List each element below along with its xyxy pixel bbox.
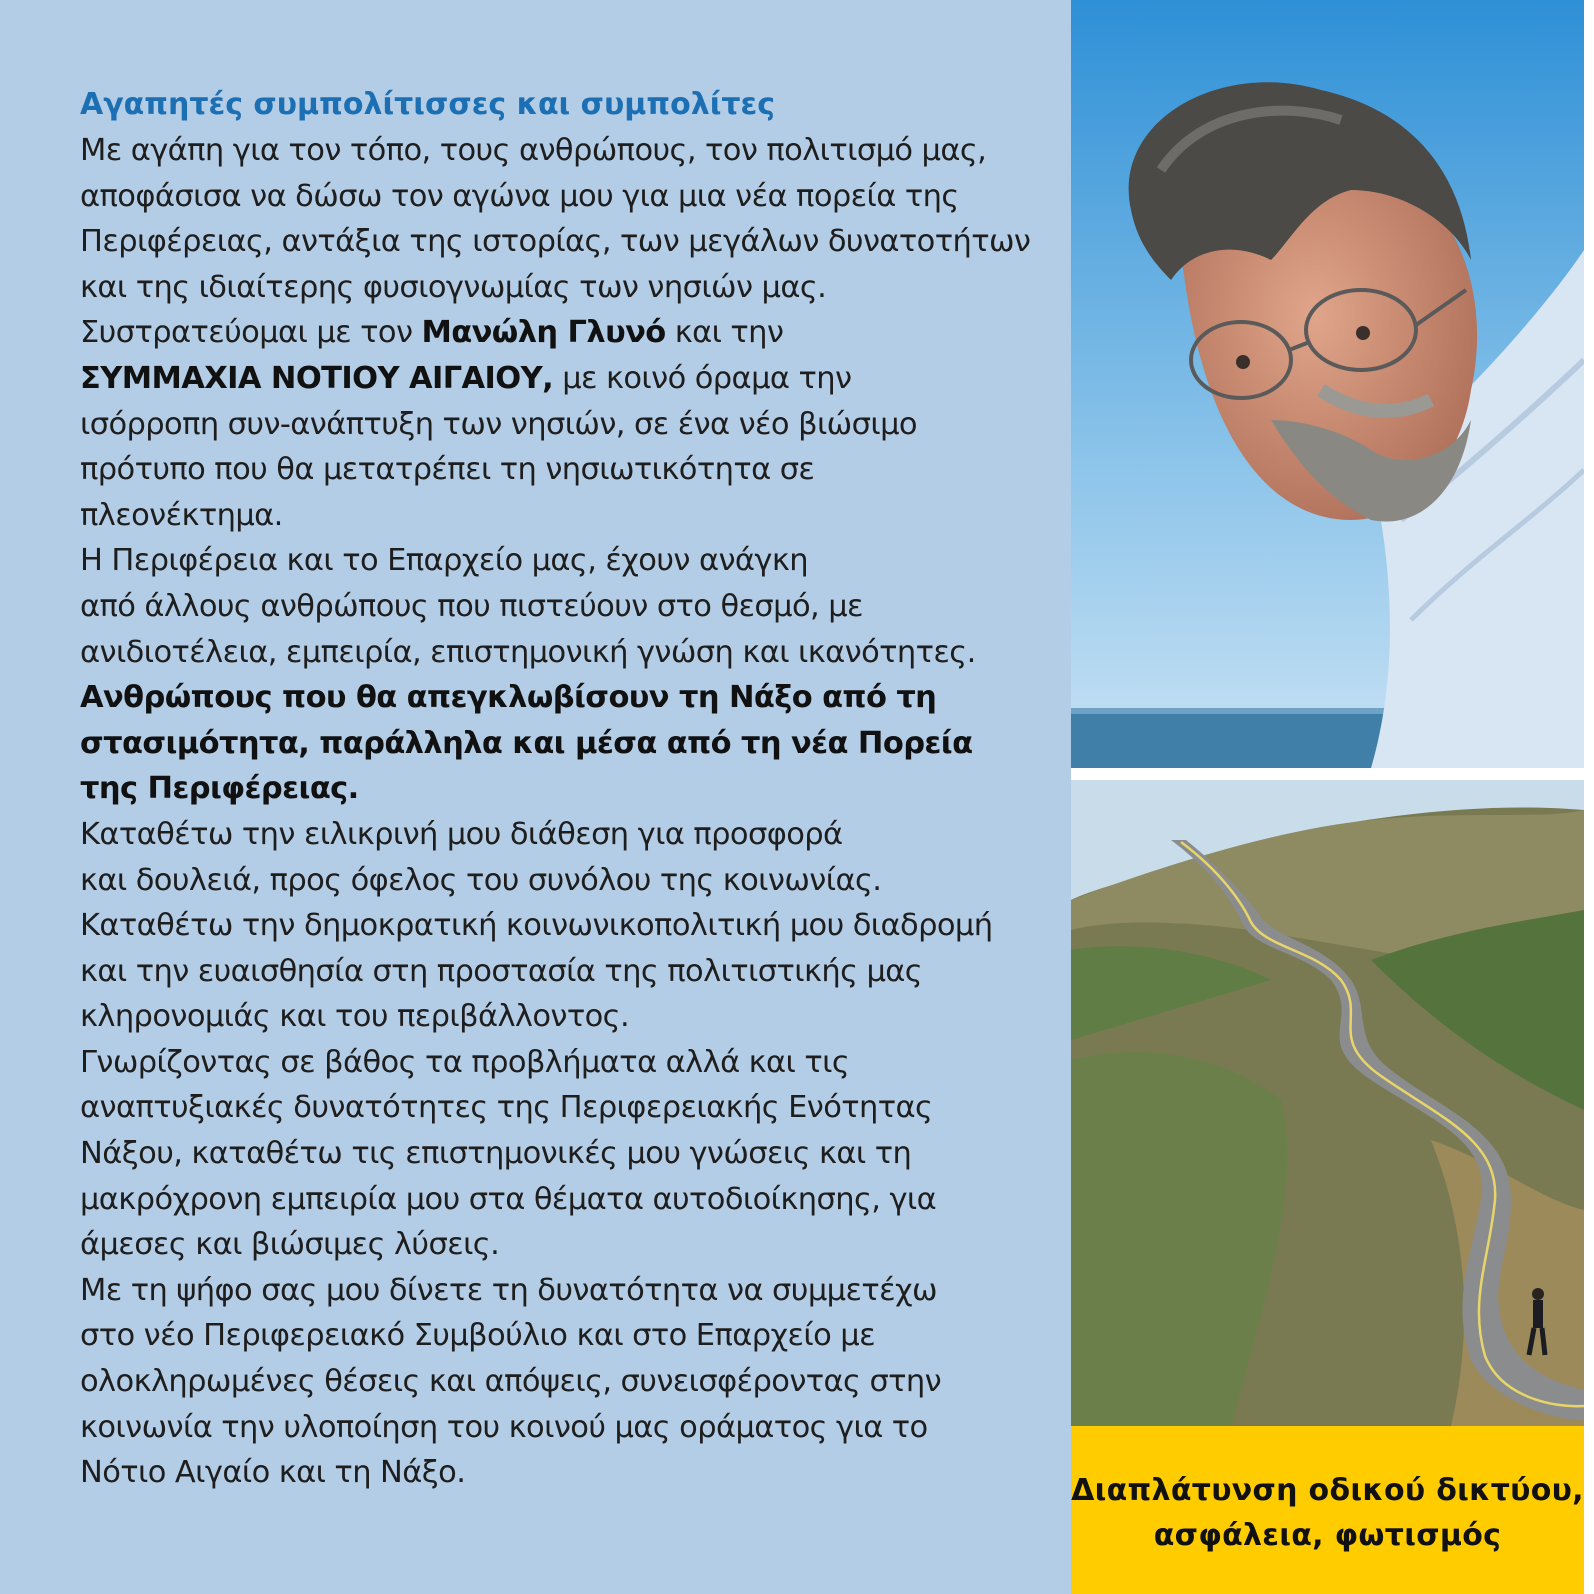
letter-line: αναπτυξιακές δυνατότητες της Περιφερειακής Ενότητας: [80, 1090, 933, 1126]
letter-line: άμεσες και βιώσιμες λύσεις.: [80, 1227, 500, 1263]
letter-line: Με τη ψήφο σας μου δίνετε τη δυνατότητα να συμμετέχω: [80, 1272, 937, 1308]
letter-line: Καταθέτω την ειλικρινή μου διάθεση για προσφορά: [80, 816, 843, 852]
letter-line: και την ευαισθησία στη προστασία της πολιτιστικής μας: [80, 953, 923, 989]
caption-line: ασφάλεια, φωτισμός: [1153, 1518, 1502, 1553]
letter-line: Η Περιφέρεια και το Επαρχείο μας, έχουν ανάγκη: [80, 543, 808, 579]
letter-line: Νάξου, καταθέτω τις επιστημονικές μου γνώσεις και τη: [80, 1136, 912, 1172]
letter-line-alliance: [80, 310, 1060, 356]
letter-line: μακρόχρονη εμπειρία μου στα θέματα αυτοδιοίκησης, για: [80, 1181, 937, 1217]
letter-line: αποφάσισα να δώσω τον αγώνα μου για μια νέα πορεία της: [80, 178, 959, 214]
letter-line: Με αγάπη για τον τόπο, τους ανθρώπους, τον πολιτισμό μας,: [80, 133, 987, 168]
letter-line: Νότιο Αιγαίο και τη Νάξο.: [80, 1455, 466, 1491]
letter-heading: Αγαπητές συμπολίτισσες και συμπολίτες: [80, 87, 776, 122]
letter-line: ανιδιοτέλεια, εμπειρία, επιστημονική γνώση και ικανότητες.: [80, 634, 976, 670]
candidate-name: Μανώλη Γλυνό: [421, 315, 666, 351]
letter-line: κληρονομιάς και του περιβάλλοντος.: [80, 999, 630, 1035]
letter-line: και της ιδιαίτερης φυσιογνωμίας των νησιών μας.: [80, 269, 827, 305]
letter-line: πλεονέκτημα.: [80, 497, 283, 533]
letter-line-emphasis: της Περιφέρειας.: [80, 771, 359, 807]
letter-line-party: [80, 356, 1060, 402]
letter-text: [80, 82, 1060, 1496]
letter-line: κοινωνία την υλοποίηση του κοινού μας οράματος για το: [80, 1409, 928, 1445]
caption-line: Διαπλάτυνση οδικού δικτύου,: [1071, 1473, 1584, 1508]
letter-line: ισόρροπη συν-ανάπτυξη των νησιών, σε ένα νέο βιώσιμο: [80, 406, 917, 442]
road-photo: [1071, 780, 1584, 1426]
letter-line: Καταθέτω την δημοκρατική κοινωνικοπολιτική μου διαδρομή: [80, 908, 993, 944]
letter-line: από άλλους ανθρώπους που πιστεύουν στο θεσμό, με: [80, 588, 863, 624]
photo-caption: [1071, 1468, 1584, 1558]
alliance-and: και την: [665, 315, 784, 351]
alliance-intro: Συστρατεύομαι με τον: [80, 315, 422, 351]
letter-line: και δουλειά, προς όφελος του συνόλου της κοινωνίας.: [80, 862, 882, 898]
letter-line: Περιφέρειας, αντάξια της ιστορίας, των μεγάλων δυνατοτήτων: [80, 224, 1031, 260]
letter-line-emphasis: Ανθρώπους που θα απεγκλωβίσουν τη Νάξο από τη: [80, 680, 937, 716]
party-name: ΣΥΜΜΑΧΙΑ ΝΟΤΙΟΥ ΑΙΓΑΙΟΥ,: [80, 360, 554, 396]
letter-line: Γνωρίζοντας σε βάθος τα προβλήματα αλλά και τις: [80, 1044, 850, 1080]
letter-line: πρότυπο που θα μετατρέπει τη νησιωτικότητα σε: [80, 452, 815, 488]
portrait-photo: [1071, 0, 1584, 768]
letter-line: ολοκληρωμένες θέσεις και απόψεις, συνεισφέροντας στην: [80, 1364, 942, 1400]
caption-box: [1071, 1426, 1584, 1594]
letter-line: στο νέο Περιφερειακό Συμβούλιο και στο Επαρχείο με: [80, 1318, 875, 1354]
party-after: με κοινό όραμα την: [553, 360, 852, 396]
letter-line-emphasis: στασιμότητα, παράλληλα και μέσα από τη νέα Πορεία: [80, 725, 973, 761]
